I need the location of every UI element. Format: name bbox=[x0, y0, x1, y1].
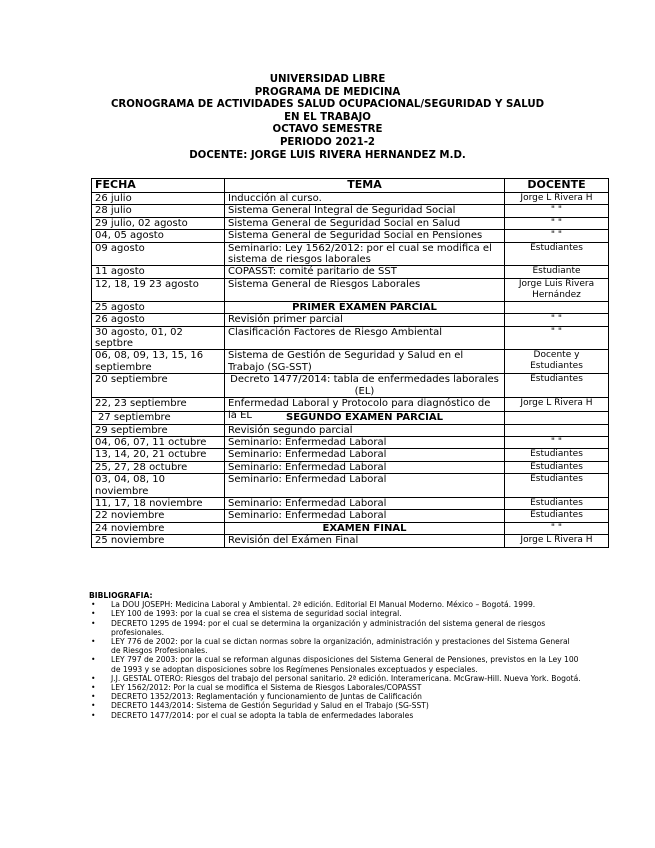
table-row bbox=[92, 193, 609, 205]
cell-exam: SEGUNDO EXAMEN PARCIAL bbox=[225, 412, 505, 424]
cell-docente: Estudiantes bbox=[505, 461, 609, 473]
cell-tema-text: Enfermedad Laboral y Protocolo para diagnóstico de la EL bbox=[228, 398, 491, 421]
bibliography-item: • LEY 797 de 2003: por la cual se reforman algunas disposiciones del Sistema General de Pensiones, previstos en la Ley 100 de 1993 y se adoptan disposiciones sobre los Regímenes Pensionales exceptuados y especiales. bbox=[91, 655, 581, 673]
cell-docente: Estudiantes bbox=[505, 497, 609, 509]
cell-docente: " " bbox=[505, 326, 609, 350]
cell-fecha: 20 septiembre bbox=[92, 374, 225, 398]
table-row bbox=[92, 326, 609, 350]
table-row bbox=[92, 535, 609, 547]
cell-docente bbox=[505, 424, 609, 436]
header-docente: DOCENTE bbox=[505, 179, 609, 193]
cell-tema: Sistema de Gestión de Seguridad y Salud en el Trabajo (SG-SST) bbox=[225, 350, 505, 374]
table-row bbox=[92, 510, 609, 522]
cell-docente: Jorge Luis Rivera Hernández bbox=[505, 278, 609, 301]
cell-tema: Seminario: Enfermedad Laboral bbox=[225, 449, 505, 461]
period: PERIODO 2021-2 bbox=[279, 136, 376, 148]
cell-fecha: 22, 23 septiembre bbox=[92, 398, 225, 412]
header-fecha: FECHA bbox=[92, 179, 225, 193]
bibliography-list bbox=[91, 600, 581, 720]
cell-docente: Jorge L Rivera H bbox=[505, 535, 609, 547]
cell-tema: COPASST: comité paritario de SST bbox=[225, 266, 505, 278]
table-row bbox=[92, 436, 609, 448]
cell-tema: Seminario: Enfermedad Laboral bbox=[225, 510, 505, 522]
table-row bbox=[92, 522, 609, 534]
document-header bbox=[0, 74, 655, 162]
cell-fecha: 11, 17, 18 noviembre bbox=[92, 497, 225, 509]
program-name: PROGRAMA DE MEDICINA bbox=[254, 86, 401, 98]
cell-tema: Sistema General de Riesgos Laborales bbox=[225, 278, 505, 301]
cell-fecha: 25 noviembre bbox=[92, 535, 225, 547]
cell-docente: Docente y Estudiantes bbox=[505, 350, 609, 374]
table-row bbox=[92, 449, 609, 461]
cell-fecha: 29 julio, 02 agosto bbox=[92, 217, 225, 229]
schedule-table bbox=[91, 178, 609, 548]
cell-fecha: 04, 05 agosto bbox=[92, 230, 225, 242]
cell-docente: Estudiantes bbox=[505, 474, 609, 498]
cell-docente: " " bbox=[505, 522, 609, 534]
cell-docente: " " bbox=[505, 436, 609, 448]
table-row bbox=[92, 278, 609, 301]
cell-fecha: 25 agosto bbox=[92, 301, 225, 313]
bibliography-item: • DECRETO 1443/2014: Sistema de Gestión Seguridad y Salud en el Trabajo (SG-SST) bbox=[91, 701, 581, 710]
bibliography-item: • DECRETO 1477/2014: por el cual se adopta la tabla de enfermedades laborales bbox=[91, 711, 581, 720]
cell-docente: Estudiantes bbox=[505, 242, 609, 266]
cell-tema: Revisión segundo parcial bbox=[225, 424, 505, 436]
semester: OCTAVO SEMESTRE bbox=[272, 124, 383, 136]
cell-tema: Seminario: Enfermedad Laboral bbox=[225, 497, 505, 509]
cell-tema: Clasificación Factores de Riesgo Ambiental bbox=[225, 326, 505, 350]
cell-docente: Jorge L Rivera H bbox=[505, 398, 609, 412]
table-row bbox=[92, 497, 609, 509]
cell-tema: Seminario: Enfermedad Laboral bbox=[225, 436, 505, 448]
cell-tema: Decreto 1477/2014: tabla de enfermedades laborales (EL) bbox=[225, 374, 505, 398]
table-row bbox=[92, 205, 609, 217]
cell-tema: Sistema General Integral de Seguridad Social bbox=[225, 205, 505, 217]
table-header-row bbox=[92, 179, 609, 193]
cell-fecha: 13, 14, 20, 21 octubre bbox=[92, 449, 225, 461]
cell-fecha: 04, 06, 07, 11 octubre bbox=[92, 436, 225, 448]
cell-tema: Revisión del Exámen Final bbox=[225, 535, 505, 547]
cell-fecha: 06, 08, 09, 13, 15, 16 septiembre bbox=[92, 350, 225, 374]
table-row bbox=[92, 266, 609, 278]
teacher: DOCENTE: JORGE LUIS RIVERA HERNANDEZ M.D. bbox=[189, 149, 466, 161]
bibliography-item: • LEY 1562/2012: Por la cual se modifica el Sistema de Riesgos Laborales/COPASST bbox=[91, 683, 581, 692]
table-row bbox=[92, 230, 609, 242]
cell-fecha: 03, 04, 08, 10 noviembre bbox=[92, 474, 225, 498]
cell-docente: Estudiantes bbox=[505, 510, 609, 522]
bibliography-title: BIBLIOGRAFIA: bbox=[89, 591, 153, 600]
table-row bbox=[92, 398, 609, 412]
cell-fecha: 30 agosto, 01, 02 septbre bbox=[92, 326, 225, 350]
cell-docente: Estudiantes bbox=[505, 449, 609, 461]
cell-fecha: 29 septiembre bbox=[92, 424, 225, 436]
cell-docente: " " bbox=[505, 314, 609, 326]
bibliography-item: • J.J. GESTAL OTERO: Riesgos del trabajo del personal sanitario. 2ª edición. Interamericana. McGraw-Hill. Nueva York. Bogotá. bbox=[91, 674, 581, 683]
table-row bbox=[92, 461, 609, 473]
table-row bbox=[92, 217, 609, 229]
table-row bbox=[92, 301, 609, 313]
bibliography-item: • DECRETO 1295 de 1994: por el cual se determina la organización y administración del sistema general de riesgos profesionales. bbox=[91, 619, 581, 637]
cell-exam: PRIMER EXAMEN PARCIAL bbox=[225, 301, 505, 313]
table-row bbox=[92, 242, 609, 266]
table-row bbox=[92, 474, 609, 498]
university-name: UNIVERSIDAD LIBRE bbox=[269, 74, 386, 85]
document-title-cont: EN EL TRABAJO bbox=[284, 111, 371, 123]
cell-fecha: 26 julio bbox=[92, 193, 225, 205]
cell-docente: Estudiante bbox=[505, 266, 609, 278]
cell-tema: Seminario: Ley 1562/2012: por el cual se modifica el sistema de riesgos laborales bbox=[225, 242, 505, 266]
cell-docente: Estudiantes bbox=[505, 374, 609, 398]
cell-tema: Seminario: Enfermedad Laboral bbox=[225, 461, 505, 473]
cell-docente bbox=[505, 301, 609, 313]
cell-docente: Jorge L Rivera H bbox=[505, 193, 609, 205]
cell-tema: Inducción al curso. bbox=[225, 193, 505, 205]
bibliography-item: • LEY 776 de 2002: por la cual se dictan normas sobre la organización, administración y prestaciones del Sistema General de Riesgos Profesionales. bbox=[91, 637, 581, 655]
cell-fecha: 25, 27, 28 octubre bbox=[92, 461, 225, 473]
table-row bbox=[92, 350, 609, 374]
header-tema: TEMA bbox=[225, 179, 505, 193]
cell-fecha: 24 noviembre bbox=[92, 522, 225, 534]
cell-fecha: 11 agosto bbox=[92, 266, 225, 278]
cell-fecha: 09 agosto bbox=[92, 242, 225, 266]
cell-fecha: 22 noviembre bbox=[92, 510, 225, 522]
table-row bbox=[92, 412, 609, 424]
cell-fecha: 28 julio bbox=[92, 205, 225, 217]
cell-tema: Seminario: Enfermedad Laboral bbox=[225, 474, 505, 498]
cell-fecha: 26 agosto bbox=[92, 314, 225, 326]
cell-docente: " " bbox=[505, 205, 609, 217]
cell-docente bbox=[505, 412, 609, 424]
cell-fecha: 27 septiembre bbox=[92, 412, 225, 424]
table-row bbox=[92, 314, 609, 326]
document-title: CRONOGRAMA DE ACTIVIDADES SALUD OCUPACIONAL/SEGURIDAD Y SALUD bbox=[110, 99, 545, 111]
cell-tema: Sistema General de Seguridad Social en Salud bbox=[225, 217, 505, 229]
table-row bbox=[92, 424, 609, 436]
bibliography-item: • DECRETO 1352/2013: Reglamentación y funcionamiento de Juntas de Calificación bbox=[91, 692, 581, 701]
cell-tema: Revisión primer parcial bbox=[225, 314, 505, 326]
bibliography bbox=[91, 591, 581, 720]
cell-exam: EXAMEN FINAL bbox=[225, 522, 505, 534]
table-row bbox=[92, 374, 609, 398]
bibliography-item: • LEY 100 de 1993: por la cual se crea el sistema de seguridad social integral. bbox=[91, 609, 581, 618]
cell-docente: " " bbox=[505, 217, 609, 229]
schedule-rows bbox=[92, 193, 609, 548]
bibliography-item: • La DOU JOSEPH: Medicina Laboral y Ambiental. 2ª edición. Editorial El Manual Moderno. México – Bogotá. 1999. bbox=[91, 600, 581, 609]
cell-fecha: 12, 18, 19 23 agosto bbox=[92, 278, 225, 301]
cell-tema: Sistema General de Seguridad Social en Pensiones bbox=[225, 230, 505, 242]
cell-docente: " " bbox=[505, 230, 609, 242]
